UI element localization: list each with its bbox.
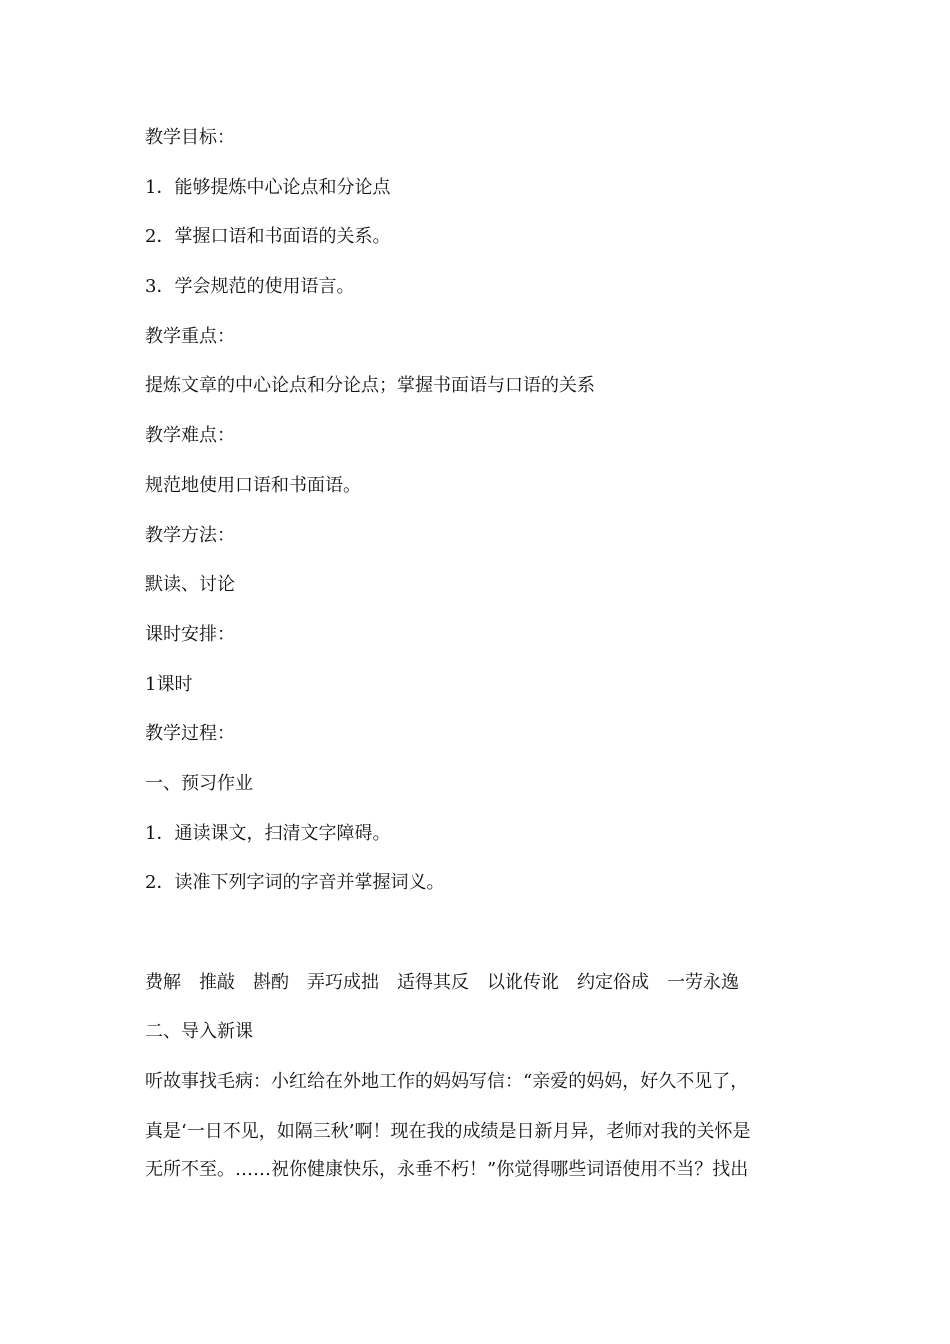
vocab-word: 斟酌 bbox=[253, 971, 289, 993]
section-title: 一、预习作业 bbox=[145, 772, 253, 794]
schedule-text: 1课时 bbox=[145, 673, 193, 695]
objectives-heading: 教学目标： bbox=[145, 127, 235, 148]
vocab-word: 弄巧成拙 bbox=[307, 971, 379, 993]
objective-item: 1．能够提炼中心论点和分论点 bbox=[145, 176, 391, 198]
vocab-list bbox=[145, 972, 825, 994]
vocab-word: 一劳永逸 bbox=[667, 971, 739, 993]
story-line: 真是‘一日不见，如隔三秋’啊！现在我的成绩是日新月异，老师对我的关怀是 bbox=[145, 1120, 751, 1142]
key-points-text: 提炼文章的中心论点和分论点；掌握书面语与口语的关系 bbox=[145, 375, 595, 397]
story-line: 听故事找毛病：小红给在外地工作的妈妈写信：“亲爱的妈妈，好久不见了， bbox=[145, 1071, 749, 1093]
vocab-word: 适得其反 bbox=[397, 971, 469, 993]
preview-item: 1．通读课文，扫清文字障碍。 bbox=[145, 822, 391, 844]
process-heading: 教学过程： bbox=[145, 723, 235, 745]
vocab-word: 以讹传讹 bbox=[487, 971, 559, 993]
section-title: 二、导入新课 bbox=[145, 1021, 253, 1043]
story-line: 无所不至。……祝你健康快乐，永垂不朽！”你觉得哪些词语使用不当？找出 bbox=[145, 1158, 749, 1180]
blank-gap bbox=[145, 922, 825, 972]
objective-item: 3．学会规范的使用语言。 bbox=[145, 276, 355, 298]
preview-item: 2．读准下列字词的字音并掌握词义。 bbox=[145, 872, 445, 894]
difficulties-heading: 教学难点： bbox=[145, 425, 235, 447]
methods-heading: 教学方法： bbox=[145, 524, 235, 546]
methods-text: 默读、讨论 bbox=[145, 574, 235, 596]
key-points-heading: 教学重点： bbox=[145, 325, 235, 347]
difficulties-text: 规范地使用口语和书面语。 bbox=[145, 474, 361, 496]
vocab-word: 费解 bbox=[145, 971, 181, 993]
vocab-word: 推敲 bbox=[199, 971, 235, 993]
vocab-word: 约定俗成 bbox=[577, 971, 649, 993]
schedule-heading: 课时安排： bbox=[145, 623, 235, 645]
document-page bbox=[145, 127, 825, 1192]
objective-item: 2．掌握口语和书面语的关系。 bbox=[145, 226, 391, 248]
